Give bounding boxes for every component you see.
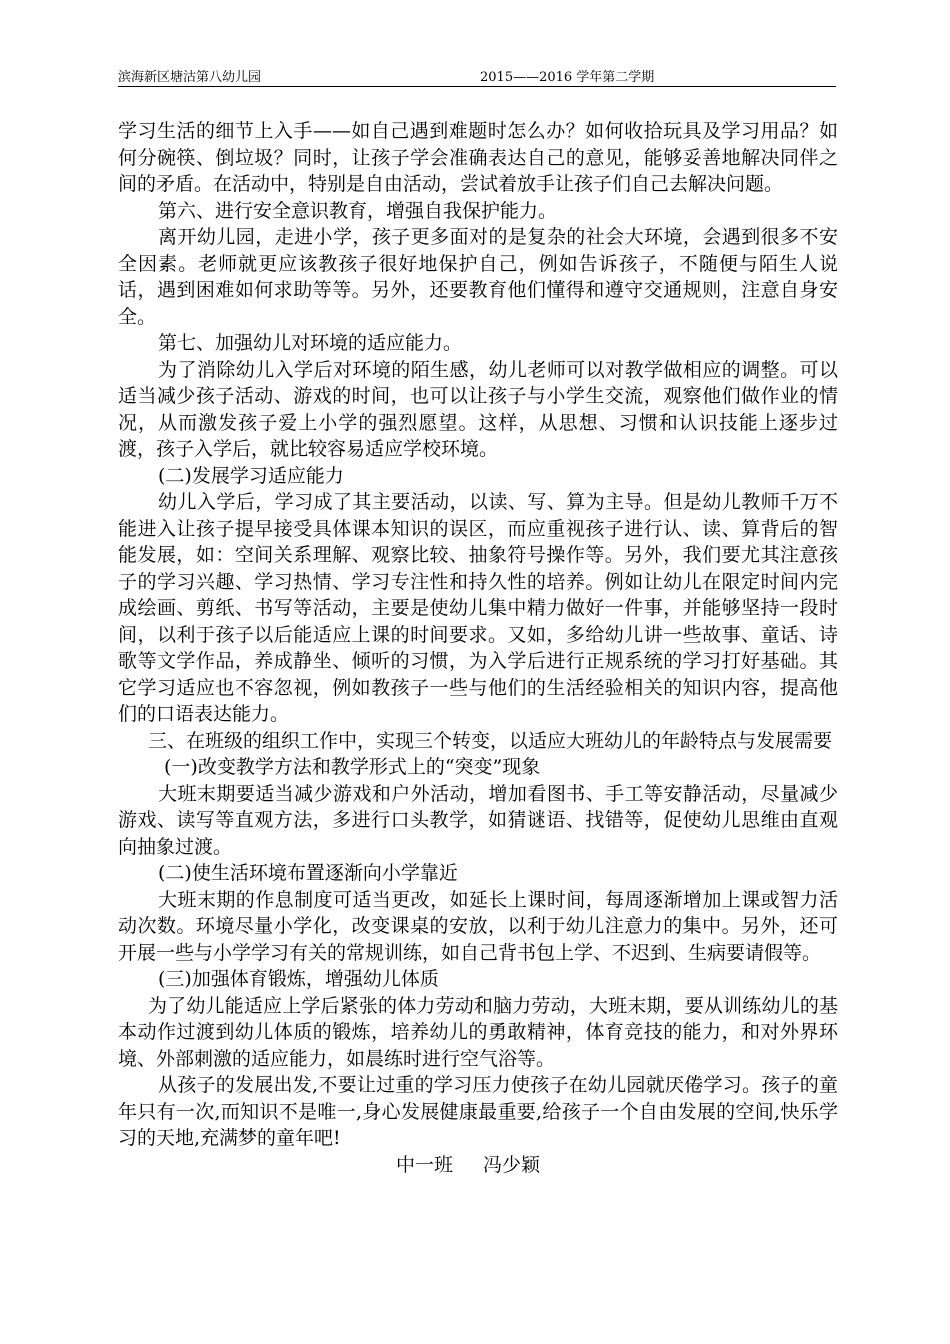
section-heading-6: 第六、进行安全意识教育，增强自我保护能力。 (158, 199, 558, 222)
signature-author: 冯少颖 (483, 1153, 541, 1176)
section-heading-3: 三、在班级的组织工作中，实现三个转变，以适应大班幼儿的年龄特点与发展需要 (148, 729, 833, 752)
page-header (118, 62, 836, 87)
document-body (118, 118, 838, 1178)
subsection-heading: (二)使生活环境布置逐渐向小学靠近 (158, 862, 458, 884)
subsection-heading: (三)加强体育锻炼，增强幼儿体质 (158, 968, 439, 990)
signature-line (118, 1152, 838, 1179)
paragraph: 幼儿入学后，学习成了其主要活动，以读、写、算为主导。但是幼儿教师千万不能进入让孩子提早接受具体课本知识的误区，而应重视孩子进行认、读、算背后的智能发展，如：空间关系理解、观察比较、抽象符号操作等。另外，我们要尤其注意孩子的学习兴趣、学习热情、学习专注性和持久性的培养。例如让幼儿在限定时间内完成绘画、剪纸、书写等活动，主要是使幼儿集中精力做好一件事，并能够坚持一段时间，以利于孩子以后能适应上课的时间要求。又如，多给幼儿讲一些故事、童话、诗歌等文学作品，养成静坐、倾听的习惯，为入学后进行正规系统的学习打好基础。其它学习适应也不容忽视，例如教孩子一些与他们的生活经验相关的知识内容，提高他们的口语表达能力。 (118, 491, 838, 725)
paragraph: 大班末期的作息制度可适当更改，如延长上课时间，每周逐渐增加上课或智力活动次数。环境尽量小学化，改变课桌的安放，以利于幼儿注意力的集中。另外，还可开展一些与小学学习有关的常规训练，如自己背书包上学、不迟到、生病要请假等。 (118, 888, 838, 964)
header-school-name: 滨海新区塘沽第八幼儿园 (118, 70, 262, 85)
paragraph: 学习生活的细节上入手——如自己遇到难题时怎么办？如何收拾玩具及学习用品？如何分碗筷、倒垃圾？同时，让孩子学会准确表达自己的意见，能够妥善地解决同伴之间的矛盾。在活动中，特别是自由活动，尝试着放手让孩子们自己去解决问题。 (118, 120, 838, 195)
signature-class: 中一班 (396, 1153, 454, 1176)
paragraph: 为了消除幼儿入学后对环境的陌生感，幼儿老师可以对教学做相应的调整。可以适当减少孩子活动、游戏的时间，也可以让孩子与小学生交流，观察他们做作业的情况，从而激发孩子爱上小学的强烈愿望。这样，从思想、习惯和认识技能上逐步过渡，孩子入学后，就比较容易适应学校环境。 (118, 358, 838, 460)
header-term: 2015——2016 学年第二学期 (480, 70, 655, 85)
section-heading-7: 第七、加强幼儿对环境的适应能力。 (158, 332, 463, 354)
paragraph: 离开幼儿园，走进小学，孩子更多面对的是复杂的社会大环境，会遇到很多不安全因素。老师就更应该教孩子很好地保护自己，例如告诉孩子，不随便与陌生人说话，遇到困难如何求助等等。另外，还要教育他们懂得和遵守交通规则，注意自身安全。 (118, 226, 838, 328)
paragraph: 大班末期要适当减少游戏和户外活动，增加看图书、手工等安静活动，尽量减少游戏、读写等直观方法，多进行口头教学，如猜谜语、找错等，促使幼儿思维由直观向抽象过渡。 (118, 782, 838, 858)
subsection-heading: (二)发展学习适应能力 (158, 464, 344, 487)
subsection-heading: (一)改变教学方法和教学形式上的“突变”现象 (164, 756, 541, 778)
closing-paragraph: 从孩子的发展出发,不要让过重的学习压力使孩子在幼儿园就厌倦学习。孩子的童年只有一次,而知识不是唯一,身心发展健康最重要,给孩子一个自由发展的空间,快乐学习的天地,充满梦的童年吧! (118, 1074, 838, 1149)
paragraph: 为了幼儿能适应上学后紧张的体力劳动和脑力劳动，大班末期，要从训练幼儿的基本动作过渡到幼儿体质的锻炼，培养幼儿的勇敢精神，体育竞技的能力，和对外界环境、外部刺激的适应能力，如晨练时进行空气浴等。 (118, 994, 838, 1070)
